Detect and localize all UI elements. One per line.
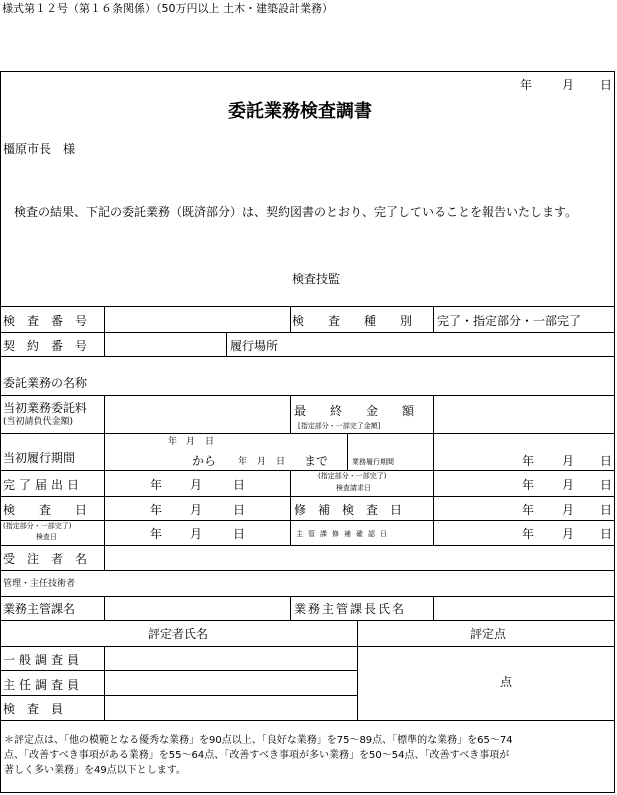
inspection-month: 月 — [190, 503, 203, 517]
report-text: 検査の結果、下記の委託業務（既済部分）は、契約図書のとおり、完了していることを報告いたします。 — [14, 205, 578, 219]
request-day: 日 — [600, 478, 613, 492]
row-line — [0, 395, 615, 396]
repair-inspection-label: 修 補 検 査 日 — [294, 503, 403, 517]
row-line — [0, 520, 615, 521]
chief-investigator-label: 主任調査員 — [3, 678, 84, 692]
col-line — [290, 596, 291, 620]
completion-month: 月 — [190, 478, 203, 492]
inspector-label: 検 査 員 — [3, 702, 64, 716]
completion-notice-label: 完了届出日 — [3, 478, 84, 492]
period-end-year: 年 — [238, 457, 248, 467]
document-title: 委託業務検査調書 — [228, 101, 372, 122]
col-line — [226, 332, 227, 356]
initial-fee-label: 当初業務委託料 — [3, 401, 88, 415]
footnote-line-3: 著しく多い業務」を49点以下とします。 — [4, 765, 186, 776]
row-line — [0, 356, 615, 357]
completion-day: 日 — [233, 478, 246, 492]
row-line — [0, 670, 357, 671]
period-end-month: 月 — [257, 457, 267, 467]
addressee: 橿原市長 様 — [3, 142, 76, 156]
inspection-year: 年 — [150, 503, 163, 517]
row-line — [0, 570, 615, 571]
manager-engineer-label: 管理・主任技術者 — [3, 579, 76, 589]
repair-year: 年 — [522, 503, 535, 517]
final-amount-note: [指定部分・一部完了金額] — [298, 422, 381, 430]
contract-number-label: 契 約 番 号 — [3, 339, 88, 353]
inspection-date-label: 検 査 日 — [3, 503, 88, 517]
col-line — [290, 395, 291, 433]
request-month: 月 — [562, 478, 575, 492]
row-line — [0, 470, 615, 471]
period-start-day: 日 — [205, 437, 215, 447]
confirmation-day: 日 — [600, 527, 613, 541]
designated-request-note: (指定部分・一部完了) — [318, 472, 387, 480]
initial-period-label: 当初履行期間 — [3, 451, 76, 465]
score-unit: 点 — [500, 675, 513, 689]
repair-day: 日 — [600, 503, 613, 517]
supervising-division-label: 業務主管課名 — [3, 602, 76, 616]
designated-inspection-label: 検査日 — [36, 533, 57, 541]
completion-year: 年 — [150, 478, 163, 492]
row-line — [0, 306, 615, 307]
inspector-title: 検査技監 — [292, 272, 341, 286]
inspection-number-label: 検 査 番 号 — [3, 314, 88, 328]
form-frame — [0, 71, 615, 793]
col-line — [433, 395, 434, 545]
division-chief-label: 業務主管課長氏名 — [294, 602, 407, 616]
confirmation-month: 月 — [562, 527, 575, 541]
designated-year: 年 — [150, 527, 163, 541]
contractor-label: 受 注 者 名 — [3, 552, 88, 566]
deadline-year: 年 — [522, 454, 535, 468]
row-line — [0, 720, 615, 721]
designated-day: 日 — [233, 527, 246, 541]
col-line — [357, 620, 358, 720]
row-line — [0, 496, 615, 497]
row-line — [0, 433, 615, 434]
date-month: 月 — [562, 78, 575, 92]
row-line — [0, 646, 615, 647]
inspection-type-options[interactable]: 完了・指定部分・一部完了 — [437, 314, 582, 328]
repair-month: 月 — [562, 503, 575, 517]
designated-request-label: 検査請求日 — [336, 484, 371, 492]
col-line — [347, 433, 348, 470]
final-amount-label: 最 終 金 額 — [294, 404, 415, 418]
date-year: 年 — [520, 78, 533, 92]
period-start-month: 月 — [186, 437, 196, 447]
footnote-line-1: ＊評定点は、「他の模範となる優秀な業務」を90点以上、「良好な業務」を75～89点、「標準的な業務」を65～74 — [4, 735, 513, 746]
deadline-month: 月 — [562, 454, 575, 468]
period-start-year: 年 — [168, 437, 178, 447]
period-to: まで — [304, 454, 329, 468]
col-line — [290, 470, 291, 545]
col-line — [104, 395, 105, 570]
designated-month: 月 — [190, 527, 203, 541]
col-line — [104, 596, 105, 620]
row-line — [0, 695, 357, 696]
form-number: 様式第１２号（第１６条関係）（50万円以上 土木・建築設計業務） — [2, 2, 333, 15]
task-name-label: 委託業務の名称 — [3, 376, 88, 390]
row-line — [0, 332, 615, 333]
request-year: 年 — [522, 478, 535, 492]
inspection-type-label: 検 査 種 別 — [292, 314, 413, 328]
general-investigator-label: 一般調査員 — [3, 653, 84, 667]
col-line — [104, 306, 105, 356]
row-line — [0, 545, 615, 546]
period-end-day: 日 — [276, 457, 286, 467]
date-day: 日 — [600, 78, 613, 92]
col-line — [290, 306, 291, 332]
performance-location-label: 履行場所 — [230, 339, 279, 353]
evaluator-header: 評定者氏名 — [148, 627, 209, 641]
score-header: 評定点 — [470, 627, 507, 641]
row-line — [0, 596, 615, 597]
col-line — [104, 646, 105, 720]
inspection-day: 日 — [233, 503, 246, 517]
col-line — [433, 596, 434, 620]
row-line — [0, 620, 615, 621]
deadline-day: 日 — [600, 454, 613, 468]
period-from: から — [192, 454, 217, 468]
col-line — [433, 306, 434, 332]
designated-inspection-note: (指定部分・一部完了) — [3, 522, 72, 530]
confirmation-year: 年 — [522, 527, 535, 541]
performance-deadline-label: 業務履行期間 — [352, 458, 394, 466]
repair-confirmation-label: 主管課修補確認日 — [296, 530, 392, 538]
initial-fee-sublabel: (当初請負代金額) — [3, 417, 74, 427]
footnote-line-2: 点、「改善すべき事項がある業務」を55～64点、「改善すべき事項が多い業務」を50～54点、「改善すべき事項が — [4, 750, 510, 761]
